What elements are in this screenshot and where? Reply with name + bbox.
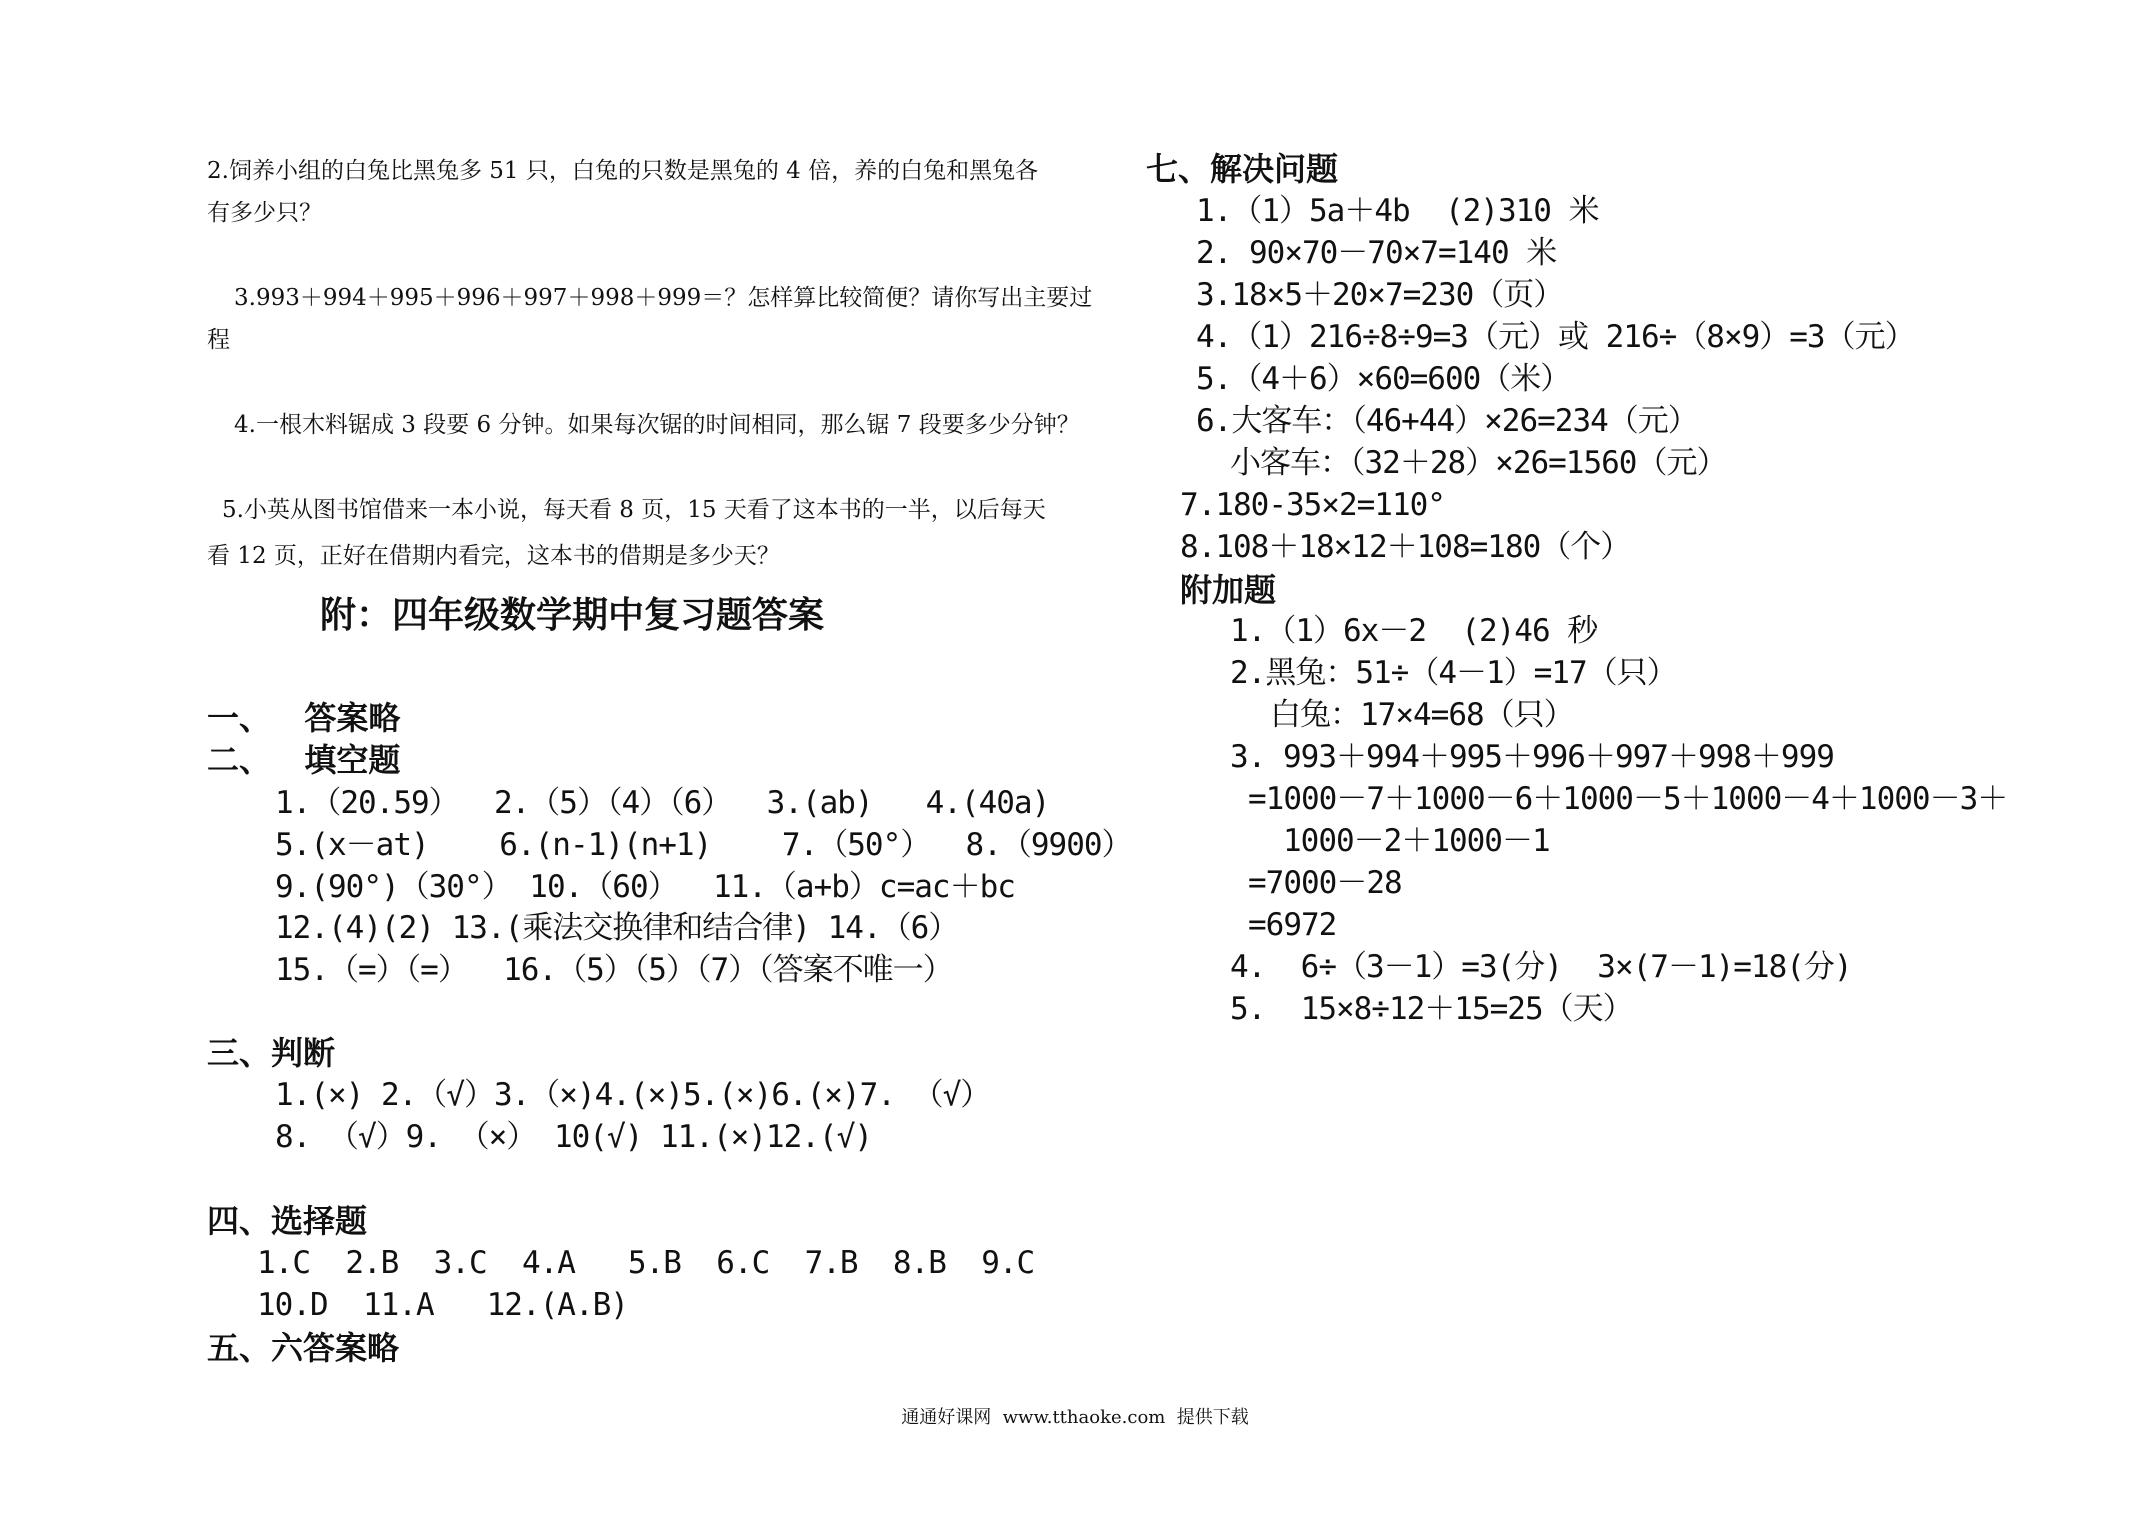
- extra-answer-1: 1.（1）6x－2 (2)46 秒: [1230, 613, 1598, 649]
- extra-answer-3-line-1: 3. 993＋994＋995＋996＋997＋998＋999: [1230, 739, 1834, 775]
- answers-title: 附：四年级数学期中复习题答案: [320, 595, 825, 636]
- question-3-line-2: 程: [207, 327, 230, 353]
- section-7-heading: 七、解决问题: [1146, 150, 1339, 188]
- page-footer: 通通好课网 www.tthaoke.com 提供下载: [901, 1407, 1249, 1428]
- choice-answers-line-1: 1.C 2.B 3.C 4.A 5.B 6.C 7.B 8.B 9.C: [257, 1245, 1035, 1281]
- section-2-heading: 二、 填空题: [207, 741, 401, 779]
- solve-answer-1: 1.（1）5a＋4b (2)310 米: [1196, 193, 1599, 229]
- extra-heading: 附加题: [1180, 571, 1277, 609]
- judgement-answers-line-2: 8. （√）9. （×） 10(√) 11.(×)12.(√): [275, 1119, 872, 1155]
- extra-answer-5: 5. 15×8÷12＋15=25（天）: [1230, 991, 1633, 1027]
- section-4-heading: 四、选择题: [207, 1202, 368, 1240]
- solve-answer-4: 4.（1）216÷8÷9=3（元）或 216÷（8×9）=3（元）: [1196, 319, 1915, 355]
- solve-answer-2: 2. 90×70－70×7=140 米: [1196, 235, 1557, 271]
- solve-answer-6-bus-small: 小客车：（32＋28）×26=1560（元）: [1230, 445, 1727, 481]
- judgement-answers-line-1: 1.(×) 2.（√）3.（×)4.(×)5.(×)6.(×)7. （√）: [275, 1077, 991, 1113]
- question-3-line-1: 3.993＋994＋995＋996＋997＋998＋999＝？怎样算比较简便？请你写出主要过: [234, 285, 1093, 311]
- solve-answer-7: 7.180-35×2=110°: [1180, 487, 1445, 523]
- extra-answer-4: 4. 6÷（3－1）=3(分) 3×(7－1)=18(分): [1230, 949, 1852, 985]
- fill-blank-answers-line-4: 12.(4)(2) 13.(乘法交换律和结合律) 14.（6）: [275, 910, 959, 946]
- extra-answer-3-line-4: =7000－28: [1248, 865, 1402, 901]
- solve-answer-8: 8.108＋18×12＋108=180（个）: [1180, 529, 1631, 565]
- extra-answer-2-white: 白兔：17×4=68（只）: [1270, 697, 1574, 733]
- question-2-line-1: 2.饲养小组的白兔比黑兔多 51 只，白兔的只数是黑兔的 4 倍，养的白兔和黑兔各: [207, 158, 1039, 184]
- section-3-heading: 三、判断: [207, 1034, 336, 1072]
- fill-blank-answers-line-3: 9.(90°)（30°） 10.（60） 11.（a+b）c=ac＋bc: [275, 869, 1015, 905]
- fill-blank-answers-line-5: 15.（=）（=） 16.（5）（5）（7）（答案不唯一）: [275, 952, 953, 988]
- extra-answer-3-line-5: =6972: [1248, 907, 1337, 943]
- solve-answer-5: 5.（4＋6）×60=600（米）: [1196, 361, 1571, 397]
- choice-answers-line-2: 10.D 11.A 12.(A.B): [257, 1287, 628, 1323]
- fill-blank-answers-line-2: 5.(x－at) 6.(n-1)(n+1) 7.（50°） 8.（9900）: [275, 827, 1132, 863]
- extra-answer-3-line-3: 1000－2＋1000－1: [1283, 823, 1550, 859]
- solve-answer-3: 3.18×5＋20×7=230（页）: [1196, 277, 1564, 313]
- section-5-6-heading: 五、六答案略: [207, 1329, 400, 1367]
- question-5-line-1: 5.小英从图书馆借来一本小说，每天看 8 页，15 天看了这本书的一半，以后每天: [222, 497, 1046, 523]
- section-1-heading: 一、 答案略: [207, 699, 401, 737]
- extra-answer-2-black: 2.黑兔：51÷（4－1）=17（只）: [1230, 655, 1677, 691]
- question-2-line-2: 有多少只？: [207, 200, 322, 226]
- question-4: 4.一根木料锯成 3 段要 6 分钟。如果每次锯的时间相同，那么锯 7 段要多少分钟？: [234, 412, 1080, 438]
- extra-answer-3-line-2: =1000－7＋1000－6＋1000－5＋1000－4＋1000－3＋: [1248, 781, 2008, 817]
- solve-answer-6-bus-large: 6.大客车：（46+44）×26=234（元）: [1196, 403, 1698, 439]
- fill-blank-answers-line-1: 1.（20.59） 2.（5）（4）（6） 3.(ab) 4.(40a): [275, 785, 1050, 821]
- question-5-line-2: 看 12 页，正好在借期内看完，这本书的借期是多少天？: [207, 543, 780, 569]
